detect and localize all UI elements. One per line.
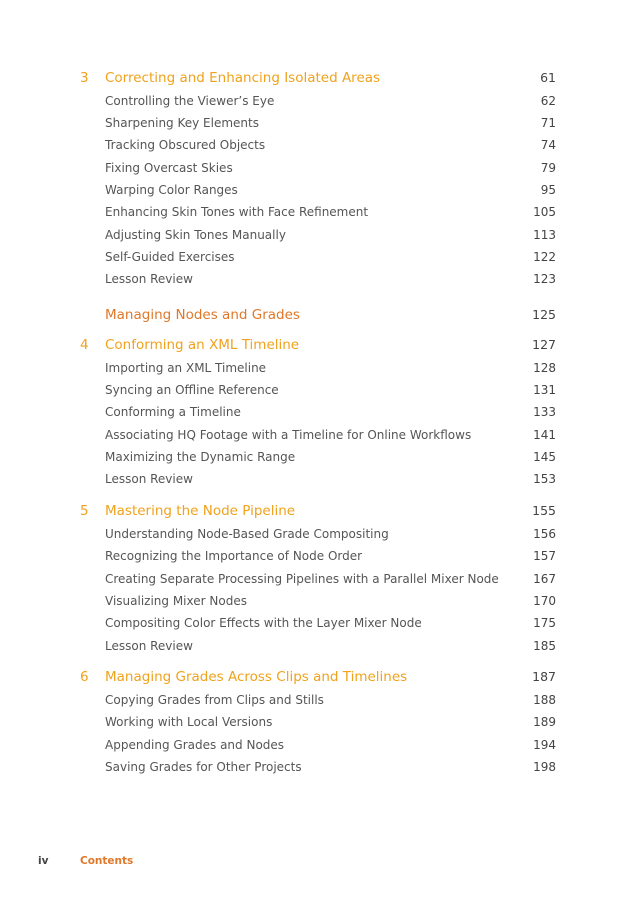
entry-title: Understanding Node-Based Grade Compositing <box>105 527 389 541</box>
page-number: 185 <box>533 639 556 653</box>
entry-title: Maximizing the Dynamic Range <box>105 450 296 464</box>
entry-title: Adjusting Skin Tones Manually <box>105 228 286 242</box>
entry-title: Tracking Obscured Objects <box>105 138 266 152</box>
toc-lesson-row[interactable] <box>0 334 638 356</box>
toc-entry-row[interactable] <box>0 246 638 268</box>
entry-title: Appending Grades and Nodes <box>105 738 285 752</box>
page-number: 113 <box>533 228 556 242</box>
toc-entry-row[interactable] <box>0 90 638 112</box>
lesson-number: 6 <box>80 669 89 685</box>
entry-title: Sharpening Key Elements <box>105 116 259 130</box>
toc-entry-row[interactable] <box>0 568 638 590</box>
page-number: 131 <box>533 383 556 397</box>
lesson-number: 3 <box>80 70 89 86</box>
part-title: Managing Nodes and Grades <box>105 307 300 323</box>
toc-entry-row[interactable] <box>0 689 638 711</box>
page-number: 127 <box>532 337 556 352</box>
entry-title: Lesson Review <box>105 472 193 486</box>
page-number: 155 <box>532 503 556 518</box>
toc-entry-row[interactable] <box>0 157 638 179</box>
toc-lesson-row[interactable] <box>0 666 638 688</box>
page-number: 175 <box>533 616 556 630</box>
toc-part-row[interactable] <box>0 304 638 326</box>
entry-title: Recognizing the Importance of Node Order <box>105 549 363 563</box>
page-number: 156 <box>533 527 556 541</box>
entry-title: Creating Separate Processing Pipelines with a Parallel Mixer Node <box>105 572 499 586</box>
page-number: 167 <box>533 572 556 586</box>
entry-title: Visualizing Mixer Nodes <box>105 594 247 608</box>
page-number: 145 <box>533 450 556 464</box>
toc-entry-row[interactable] <box>0 756 638 778</box>
page-number: 141 <box>533 428 556 442</box>
entry-title: Syncing an Offline Reference <box>105 383 279 397</box>
toc-entry-row[interactable] <box>0 379 638 401</box>
entry-title: Conforming a Timeline <box>105 405 241 419</box>
entry-title: Controlling the Viewer’s Eye <box>105 94 275 108</box>
page-number: 62 <box>540 94 556 108</box>
entry-title: Copying Grades from Clips and Stills <box>105 693 324 707</box>
page-number: 194 <box>533 738 556 752</box>
toc-entry-row[interactable] <box>0 424 638 446</box>
toc-entry-row[interactable] <box>0 224 638 246</box>
toc-lesson-row[interactable] <box>0 500 638 522</box>
page-number: 133 <box>533 405 556 419</box>
entry-title: Importing an XML Timeline <box>105 361 267 375</box>
toc-entry-row[interactable] <box>0 734 638 756</box>
footer-page-number: iv <box>38 855 49 867</box>
entry-title: Warping Color Ranges <box>105 183 238 197</box>
entry-title: Lesson Review <box>105 272 193 286</box>
lesson-number: 5 <box>80 503 89 519</box>
page-number: 157 <box>533 549 556 563</box>
toc-entry-row[interactable] <box>0 523 638 545</box>
entry-title: Enhancing Skin Tones with Face Refinement <box>105 205 369 219</box>
lesson-title: Correcting and Enhancing Isolated Areas <box>105 70 381 86</box>
entry-title: Lesson Review <box>105 639 193 653</box>
page-number: 170 <box>533 594 556 608</box>
entry-title: Fixing Overcast Skies <box>105 161 233 175</box>
toc-entry-row[interactable] <box>0 357 638 379</box>
toc-entry-row[interactable] <box>0 134 638 156</box>
toc-entry-row[interactable] <box>0 468 638 490</box>
lesson-title: Managing Grades Across Clips and Timelines <box>105 669 408 685</box>
lesson-number: 4 <box>80 337 89 353</box>
entry-title: Self-Guided Exercises <box>105 250 235 264</box>
page-number: 71 <box>540 116 556 130</box>
toc-entry-row[interactable] <box>0 401 638 423</box>
toc-entry-row[interactable] <box>0 635 638 657</box>
toc-entry-row[interactable] <box>0 268 638 290</box>
footer-section-label: Contents <box>80 855 134 867</box>
page-number: 198 <box>533 760 556 774</box>
page-number: 95 <box>540 183 556 197</box>
lesson-title: Mastering the Node Pipeline <box>105 503 296 519</box>
toc-entry-row[interactable] <box>0 446 638 468</box>
page-number: 123 <box>533 272 556 286</box>
toc-entry-row[interactable] <box>0 711 638 733</box>
toc-entry-row[interactable] <box>0 201 638 223</box>
page-number: 153 <box>533 472 556 486</box>
page-number: 74 <box>540 138 556 152</box>
toc-entry-row[interactable] <box>0 612 638 634</box>
page-number: 188 <box>533 693 556 707</box>
entry-title: Working with Local Versions <box>105 715 273 729</box>
toc-entry-row[interactable] <box>0 179 638 201</box>
toc-entry-row[interactable] <box>0 590 638 612</box>
entry-title: Compositing Color Effects with the Layer Mixer Node <box>105 616 422 630</box>
page-number: 61 <box>540 70 556 85</box>
entry-title: Saving Grades for Other Projects <box>105 760 302 774</box>
page-number: 128 <box>533 361 556 375</box>
page-number: 189 <box>533 715 556 729</box>
entry-title: Associating HQ Footage with a Timeline for Online Workflows <box>105 428 472 442</box>
toc-entry-row[interactable] <box>0 545 638 567</box>
page-number: 187 <box>532 669 556 684</box>
lesson-title: Conforming an XML Timeline <box>105 337 300 353</box>
page-number: 122 <box>533 250 556 264</box>
toc-lesson-row[interactable] <box>0 67 638 89</box>
toc-entry-row[interactable] <box>0 112 638 134</box>
page-number: 105 <box>533 205 556 219</box>
page-number: 125 <box>532 307 556 322</box>
page-number: 79 <box>540 161 556 175</box>
